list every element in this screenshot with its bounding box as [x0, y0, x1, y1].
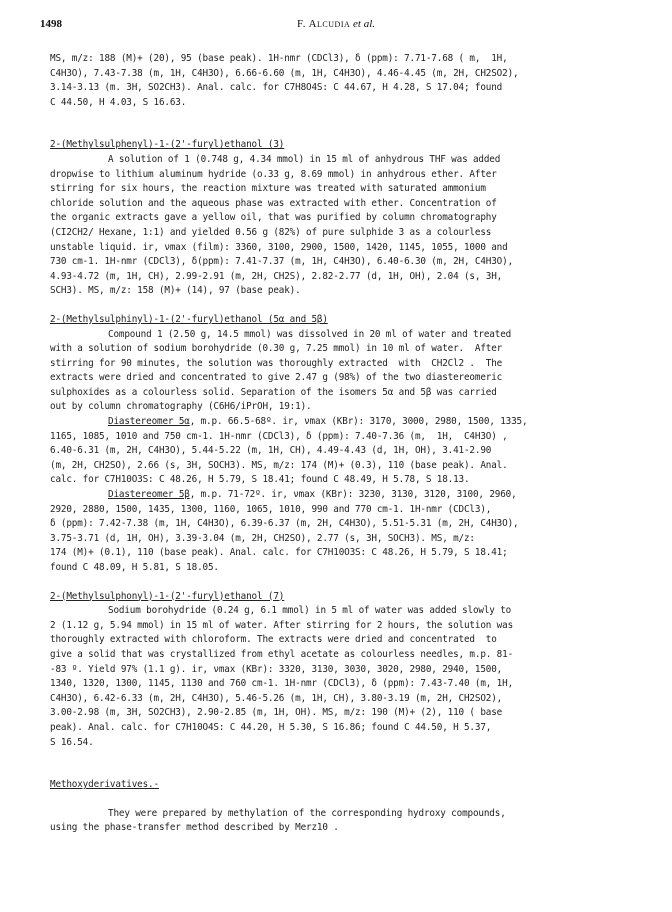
body-line: 1340, 1320, 1300, 1145, 1130 and 760 cm-1. 1H-nmr (CDCl3), δ (ppm): 7.43-7.40 (m, 1H,	[50, 678, 514, 690]
diastereomer-a-first-line: , m.p. 66.5-68º. ir, νmax (KBr): 3170, 3000, 2980, 1500, 1335,	[189, 416, 528, 428]
body-line: δ (ppm): 7.42-7.38 (m, 1H, C4H3O), 6.39-6.37 (m, 2H, C4H3O), 5.51-5.31 (m, 2H, C4H3O),	[50, 518, 519, 530]
body-line: thoroughly extracted with chloroform. The extracts were dried and concentrated to	[50, 634, 497, 646]
section-title: Methoxyderivatives.-	[50, 779, 159, 791]
body-line: unstable liquid. ir, νmax (film): 3360, 3100, 2900, 1500, 1420, 1145, 1055, 1000 and	[50, 241, 508, 253]
diastereomer-b-label: Diastereomer 5β	[108, 489, 190, 501]
body-line: 730 cm-1. 1H-nmr (CDCl3), δ(ppm): 7.41-7.37 (m, 1H, C4H3O), 6.40-6.30 (m, 2H, C4H3O),	[50, 256, 514, 268]
body-line: using the phase-transfer method described by Merz10 .	[50, 822, 339, 834]
running-head	[40, 18, 632, 30]
body-line: MS, m/z: 188 (M)+ (20), 95 (base peak). 1H-nmr (CDCl3), δ (ppm): 7.71-7.68 ( m, 1H,	[50, 53, 508, 64]
body-line: 174 (M)+ (0.1), 110 (base peak). Anal. calc. for C7H10O3S: C 48.26, H 5.79, S 18.41;	[50, 547, 508, 559]
body-line: A solution of 1 (0.748 g, 4.34 mmol) in 15 ml of anhydrous THF was added	[108, 153, 501, 165]
running-head-etal: et al.	[353, 18, 376, 30]
body-line: SCH3). MS, m/z: 158 (M)+ (14), 97 (base peak).	[50, 285, 301, 297]
body-line: Sodium borohydride (0.24 g, 6.1 mmol) in 5 ml of water was added slowly to	[108, 605, 512, 617]
body-line: 1165, 1085, 1010 and 750 cm-1. 1H-nmr (CDCl3), δ (ppm): 7.40-7.36 (m, 1H, C4H3O) ,	[50, 430, 508, 442]
body-line: chloride solution and the aqueous phase was extracted with ether. Concentration of	[50, 197, 497, 209]
diastereomer-a-label: Diastereomer 5α	[108, 416, 190, 428]
body-line: Compound 1 (2.50 g, 14.5 mmol) was dissolved in 20 ml of water and treated	[108, 328, 512, 340]
body-line: (m, 2H, CH2SO), 2.66 (s, 3H, SOCH3). MS, m/z: 174 (M)+ (0.3), 110 (base peak). Anal.	[50, 459, 508, 471]
running-head-author: F. Alcudia	[296, 18, 351, 30]
diastereomer-b-first-line: , m.p. 71-72º. ir, νmax (KBr): 3230, 3130, 3120, 3100, 2960,	[189, 489, 517, 501]
body-line: C 44.50, H 4.03, S 16.63.	[50, 96, 187, 108]
body-line	[50, 488, 634, 503]
body-line: the organic extracts gave a yellow oil, that was purified by column chromatography	[50, 212, 497, 224]
section-methoxy	[50, 778, 634, 836]
body-line: with a solution of sodium borohydride (0.30 g, 7.25 mmol) in 10 ml of water. After	[50, 343, 503, 355]
body-line: (CI2CH2/ Hexane, 1:1) and yielded 0.56 g (82%) of pure sulphide 3 as a colourless	[50, 226, 492, 238]
body-line: They were prepared by methylation of the corresponding hydroxy compounds,	[108, 807, 506, 819]
body-line: 3.00-2.98 (m, 3H, SO2CH3), 2.90-2.85 (m, 1H, OH). MS, m/z: 190 (M)+ (2), 110 ( base	[50, 707, 503, 719]
body-line: give a solid that was crystallized from ethyl acetate as colourless needles, m.p. 81-	[50, 648, 514, 660]
body-line: dropwise to lithium aluminum hydride (o.33 g, 8.69 mmol) in anhydrous ether. After	[50, 168, 497, 180]
body-line: C4H3O), 6.42-6.33 (m, 2H, C4H3O), 5.46-5.26 (m, 1H, CH), 3.80-3.19 (m, 2H, CH2SO2),	[50, 692, 503, 704]
body-line: extracts were dried and concentrated to give 2.47 g (98%) of the two diastereomeric	[50, 372, 503, 384]
body-line: calc. for C7H10O3S: C 48.26, H 5.79, S 18.41; found C 48.49, H 5.78, S 18.13.	[50, 474, 470, 486]
body-line	[50, 415, 634, 430]
body-line: sulphoxides as a colourless solid. Separation of the isomers 5α and 5β was carried	[50, 386, 497, 398]
body-line: out by column chromatography (C6H6/iPrOH, 19:1).	[50, 401, 312, 413]
body-line: 3.14-3.13 (m. 3H, SO2CH3). Anal. calc. for C7H8O4S: C 44.67, H 4.28, S 17.04; found	[50, 82, 503, 94]
section-title: 2-(Methylsulphenyl)-1-(2'-furyl)ethanol (3)	[50, 139, 285, 151]
page-body	[50, 52, 634, 836]
body-line: 4.93-4.72 (m, 1H, CH), 2.99-2.91 (m, 2H, CH2S), 2.82-2.77 (d, 1H, OH), 2.04 (s, 3H,	[50, 270, 503, 282]
body-line: 6.40-6.31 (m, 2H, C4H3O), 5.44-5.22 (m, 1H, CH), 4.49-4.43 (d, 1H, OH), 3.41-2.90	[50, 445, 492, 457]
body-line: 2920, 2880, 1500, 1435, 1300, 1160, 1065, 1010, 990 and 770 cm-1. 1H-nmr (CDCl3),	[50, 503, 492, 515]
body-line: found C 48.09, H 5.81, S 18.05.	[50, 562, 219, 573]
intro-block	[50, 52, 634, 110]
section-compound-7	[50, 590, 634, 751]
section-title: 2-(Methylsulphinyl)-1-(2'-furyl)ethanol (5α and 5β)	[50, 313, 328, 325]
body-line: S 16.54.	[50, 736, 94, 748]
section-title: 2-(Methylsulphonyl)-1-(2'-furyl)ethanol (7)	[50, 590, 285, 602]
body-line: stirring for 90 minutes, the solution was thoroughly extracted with CH2Cl2 . The	[50, 357, 503, 369]
section-compound-3	[50, 138, 634, 299]
body-line: stirring for six hours, the reaction mixture was treated with saturated ammonium	[50, 183, 486, 195]
body-line: C4H3O), 7.43-7.38 (m, 1H, C4H3O), 6.66-6.60 (m, 1H, C4H3O), 4.46-4.45 (m, 2H, CH2SO2),	[50, 67, 519, 79]
body-line: -83 º. Yield 97% (1.1 g). ir, νmax (KBr): 3320, 3130, 3030, 3020, 2980, 2940, 1500,	[50, 663, 503, 675]
body-line: peak). Anal. calc. for C7H10O4S: C 44.20, H 5.30, S 16.86; found C 44.50, H 5.37,	[50, 721, 492, 733]
section-compound-5	[50, 313, 634, 576]
page-number: 1498	[40, 18, 62, 30]
body-line: 3.75-3.71 (d, 1H, OH), 3.39-3.04 (m, 2H, CH2SO), 2.77 (s, 3H, SOCH3). MS, m/z:	[50, 532, 475, 544]
page-header	[40, 18, 632, 34]
body-line: 2 (1.12 g, 5.94 mmol) in 15 ml of water. After stirring for 2 hours, the solution was	[50, 619, 514, 631]
